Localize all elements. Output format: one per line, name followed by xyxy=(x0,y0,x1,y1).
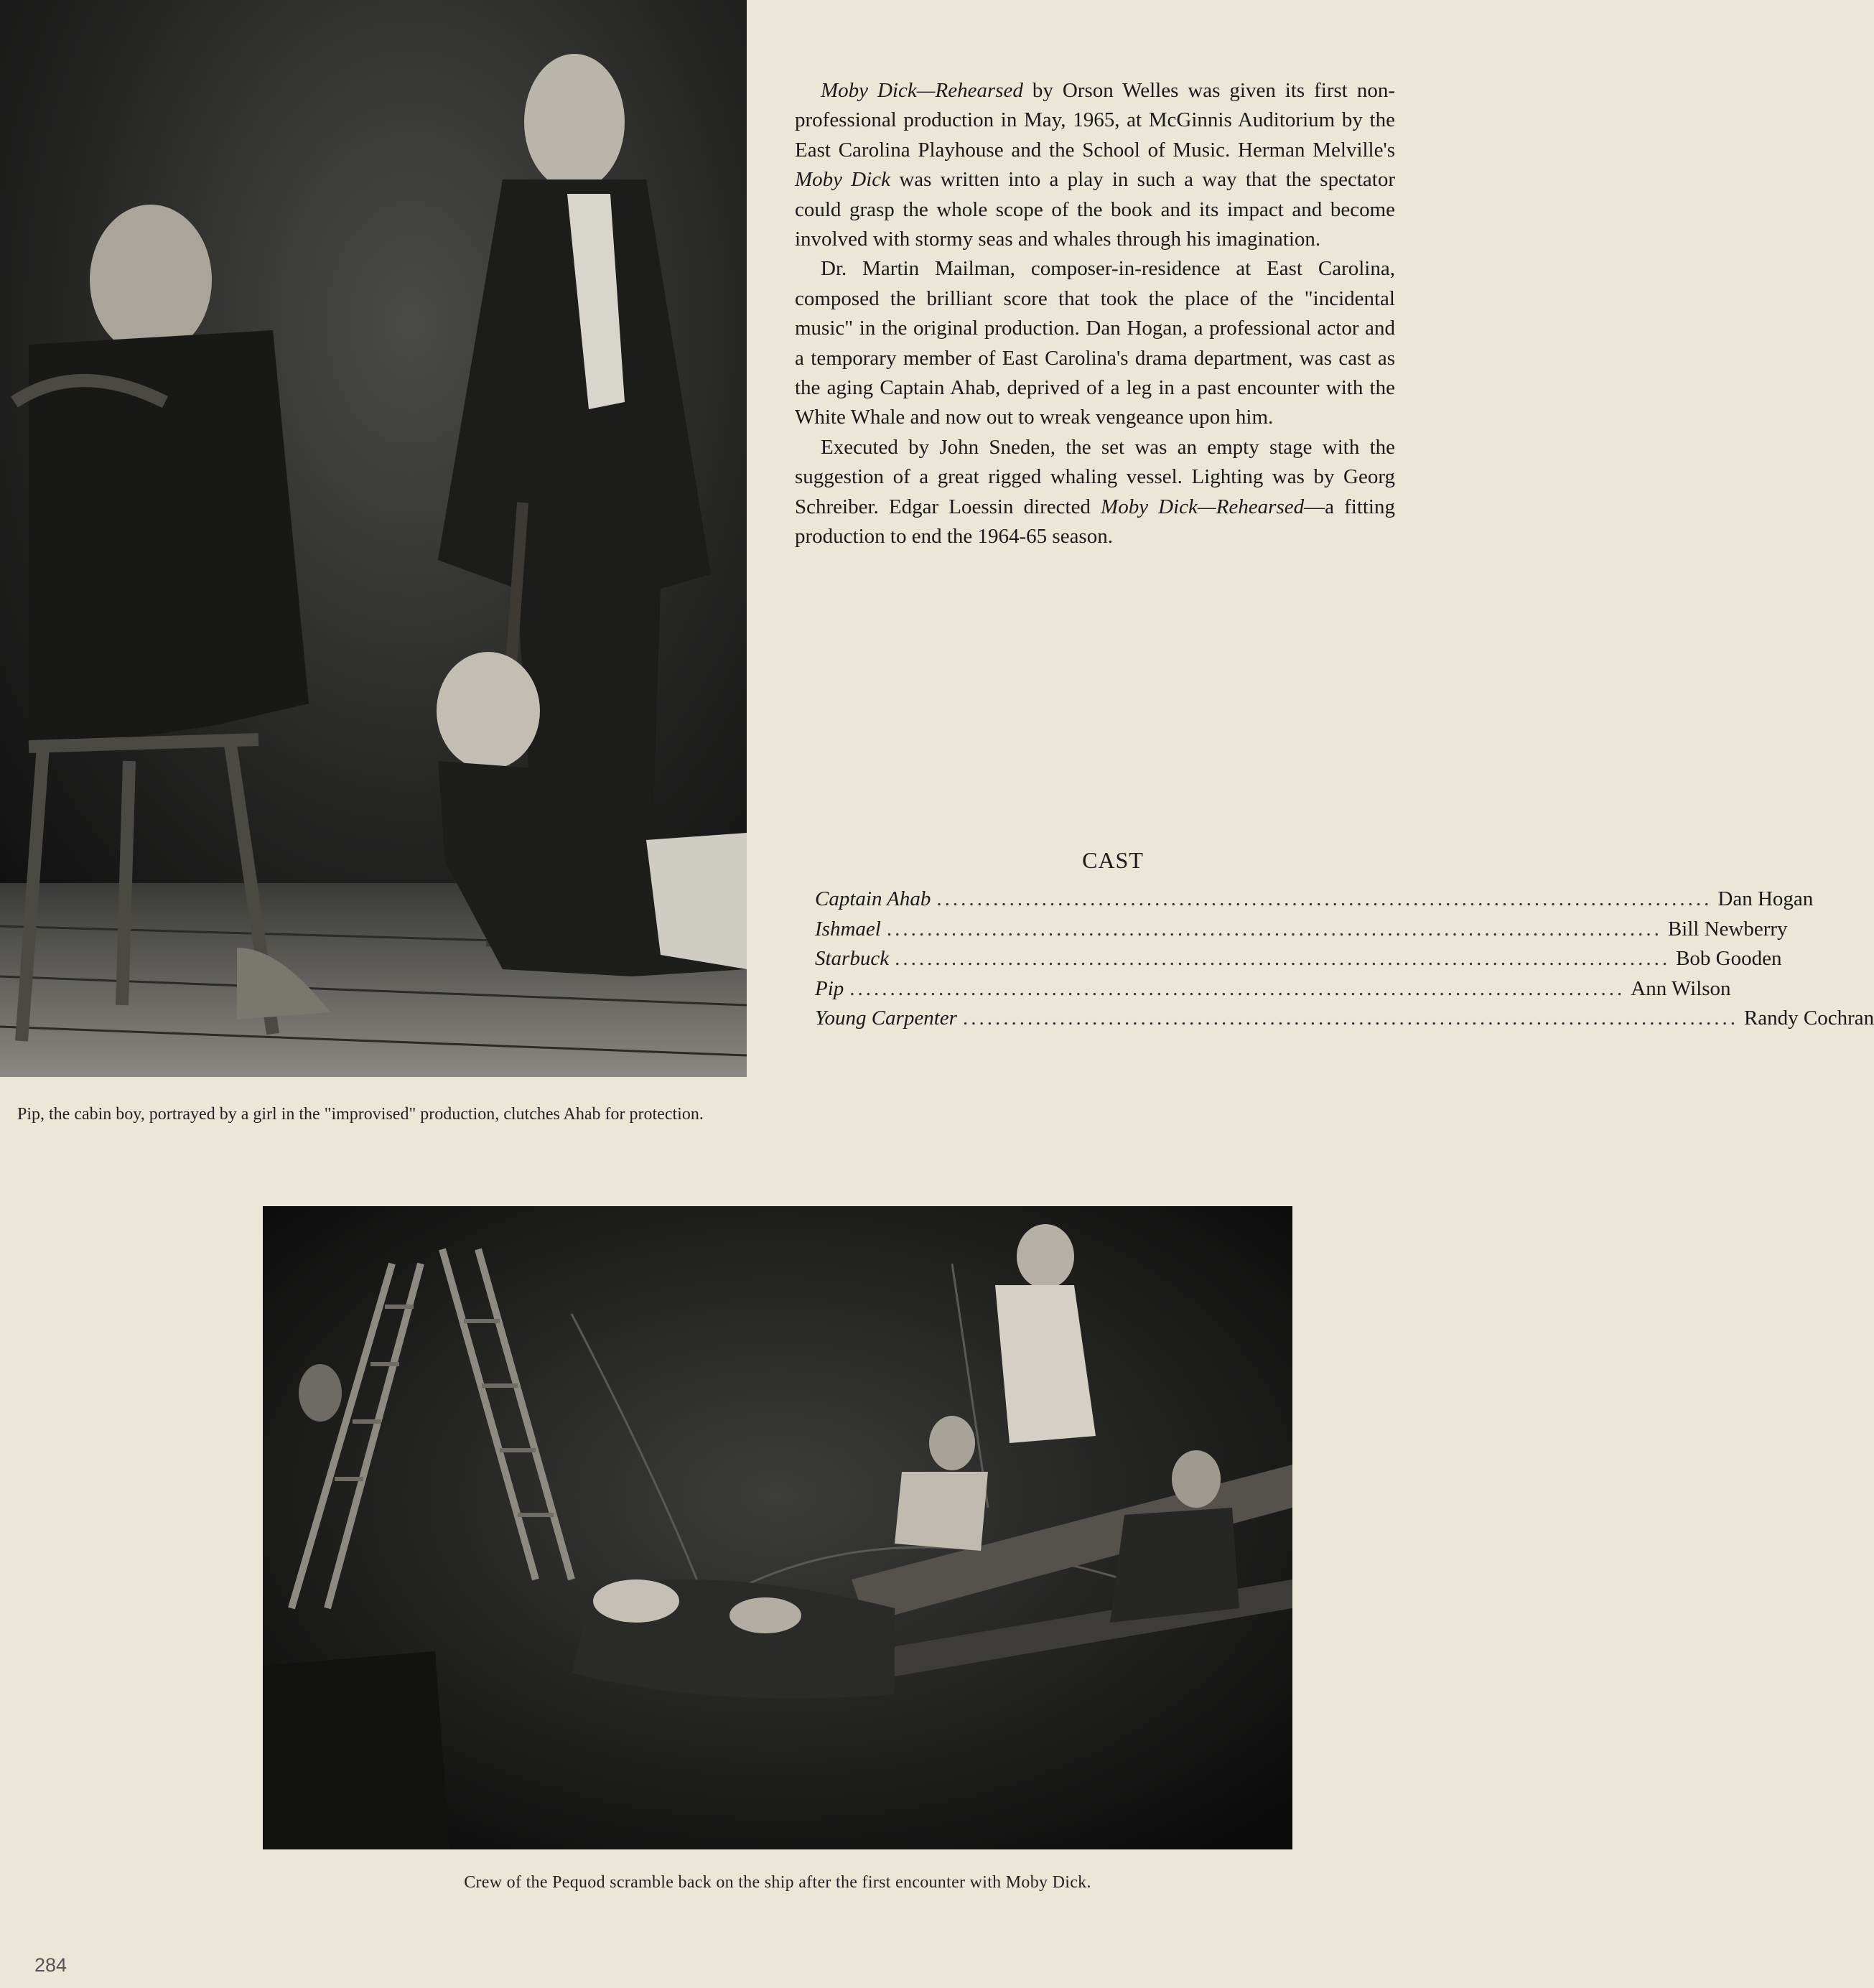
crew-scramble-photo xyxy=(263,1206,1292,1849)
leader-dots: ................................................................................................ xyxy=(886,917,1662,941)
cast-role: Young Carpenter xyxy=(815,1007,957,1030)
cast-row xyxy=(815,976,1731,1007)
cast-row xyxy=(815,917,1788,948)
play-title: Moby Dick—Rehearsed xyxy=(821,79,1023,102)
cast-actor: Dan Hogan xyxy=(1717,887,1814,910)
play-title: Moby Dick—Rehearsed xyxy=(1101,495,1305,518)
article-text-span: —a fitting production to end the 1964-65 season. xyxy=(795,495,1395,549)
rehearsal-photo-ahab-pip xyxy=(0,0,747,1077)
article-paragraph-3 xyxy=(795,433,1395,552)
crew-scramble-photo-image xyxy=(263,1206,1292,1849)
cast-list xyxy=(815,887,1874,1037)
leader-dots: ................................................................................................ xyxy=(936,887,1712,910)
leader-dots: ................................................................................................ xyxy=(849,976,1626,1000)
article-paragraph-1 xyxy=(795,76,1395,254)
cast-row xyxy=(815,887,1814,918)
article-text-span: by Orson Welles was given its first non-professional production in May, 1965, at McGinnis Auditorium by the East Carolina Playhouse and the School of Music. Herman Melville's xyxy=(795,79,1395,162)
photo-caption-bottom: Crew of the Pequod scramble back on the ship after the first encounter with Moby Dick. xyxy=(464,1873,1091,1892)
cast-actor: Bob Gooden xyxy=(1676,947,1782,970)
photo-caption-top: Pip, the cabin boy, portrayed by a girl in the "improvised" production, clutches Ahab for protection. xyxy=(17,1105,704,1124)
cast-actor: Randy Cochran xyxy=(1743,1007,1874,1030)
rehearsal-photo-ahab-pip-image xyxy=(0,0,747,1077)
article-text xyxy=(795,76,1395,552)
cast-role: Pip xyxy=(815,976,844,1000)
book-title: Moby Dick xyxy=(795,168,891,192)
cast-row xyxy=(815,1007,1874,1037)
cast-actor: Bill Newberry xyxy=(1667,917,1788,941)
article-text-span: was written into a play in such a way that the spectator could grasp the whole scope of the book and its impact and become involved with stormy seas and whales through his imagination. xyxy=(795,168,1395,251)
article-paragraph-2: Dr. Martin Mailman, composer-in-residence at East Carolina, composed the brilliant score that took the place of the "incidental music" in the original production. Dan Hogan, a professional actor and a temporary member of East Carolina's drama department, was cast as the aging Captain Ahab, deprived of a leg in a past encounter with the White Whale and now out to wreak vengeance upon him. xyxy=(795,257,1395,429)
cast-role: Starbuck xyxy=(815,947,890,970)
leader-dots: ................................................................................................ xyxy=(962,1007,1738,1030)
leader-dots: ................................................................................................ xyxy=(895,947,1671,970)
cast-actor: Ann Wilson xyxy=(1631,976,1731,1000)
article-text-span: Executed by John Sneden, the set was an empty stage with the suggestion of a great rigged whaling vessel. Lighting was by Georg Schreiber. Edgar Loessin directed xyxy=(795,435,1395,518)
cast-heading: CAST xyxy=(1082,847,1144,873)
cast-row xyxy=(815,947,1782,977)
cast-role: Captain Ahab xyxy=(815,887,931,910)
cast-role: Ishmael xyxy=(815,917,881,941)
page-number: 284 xyxy=(34,1954,67,1976)
